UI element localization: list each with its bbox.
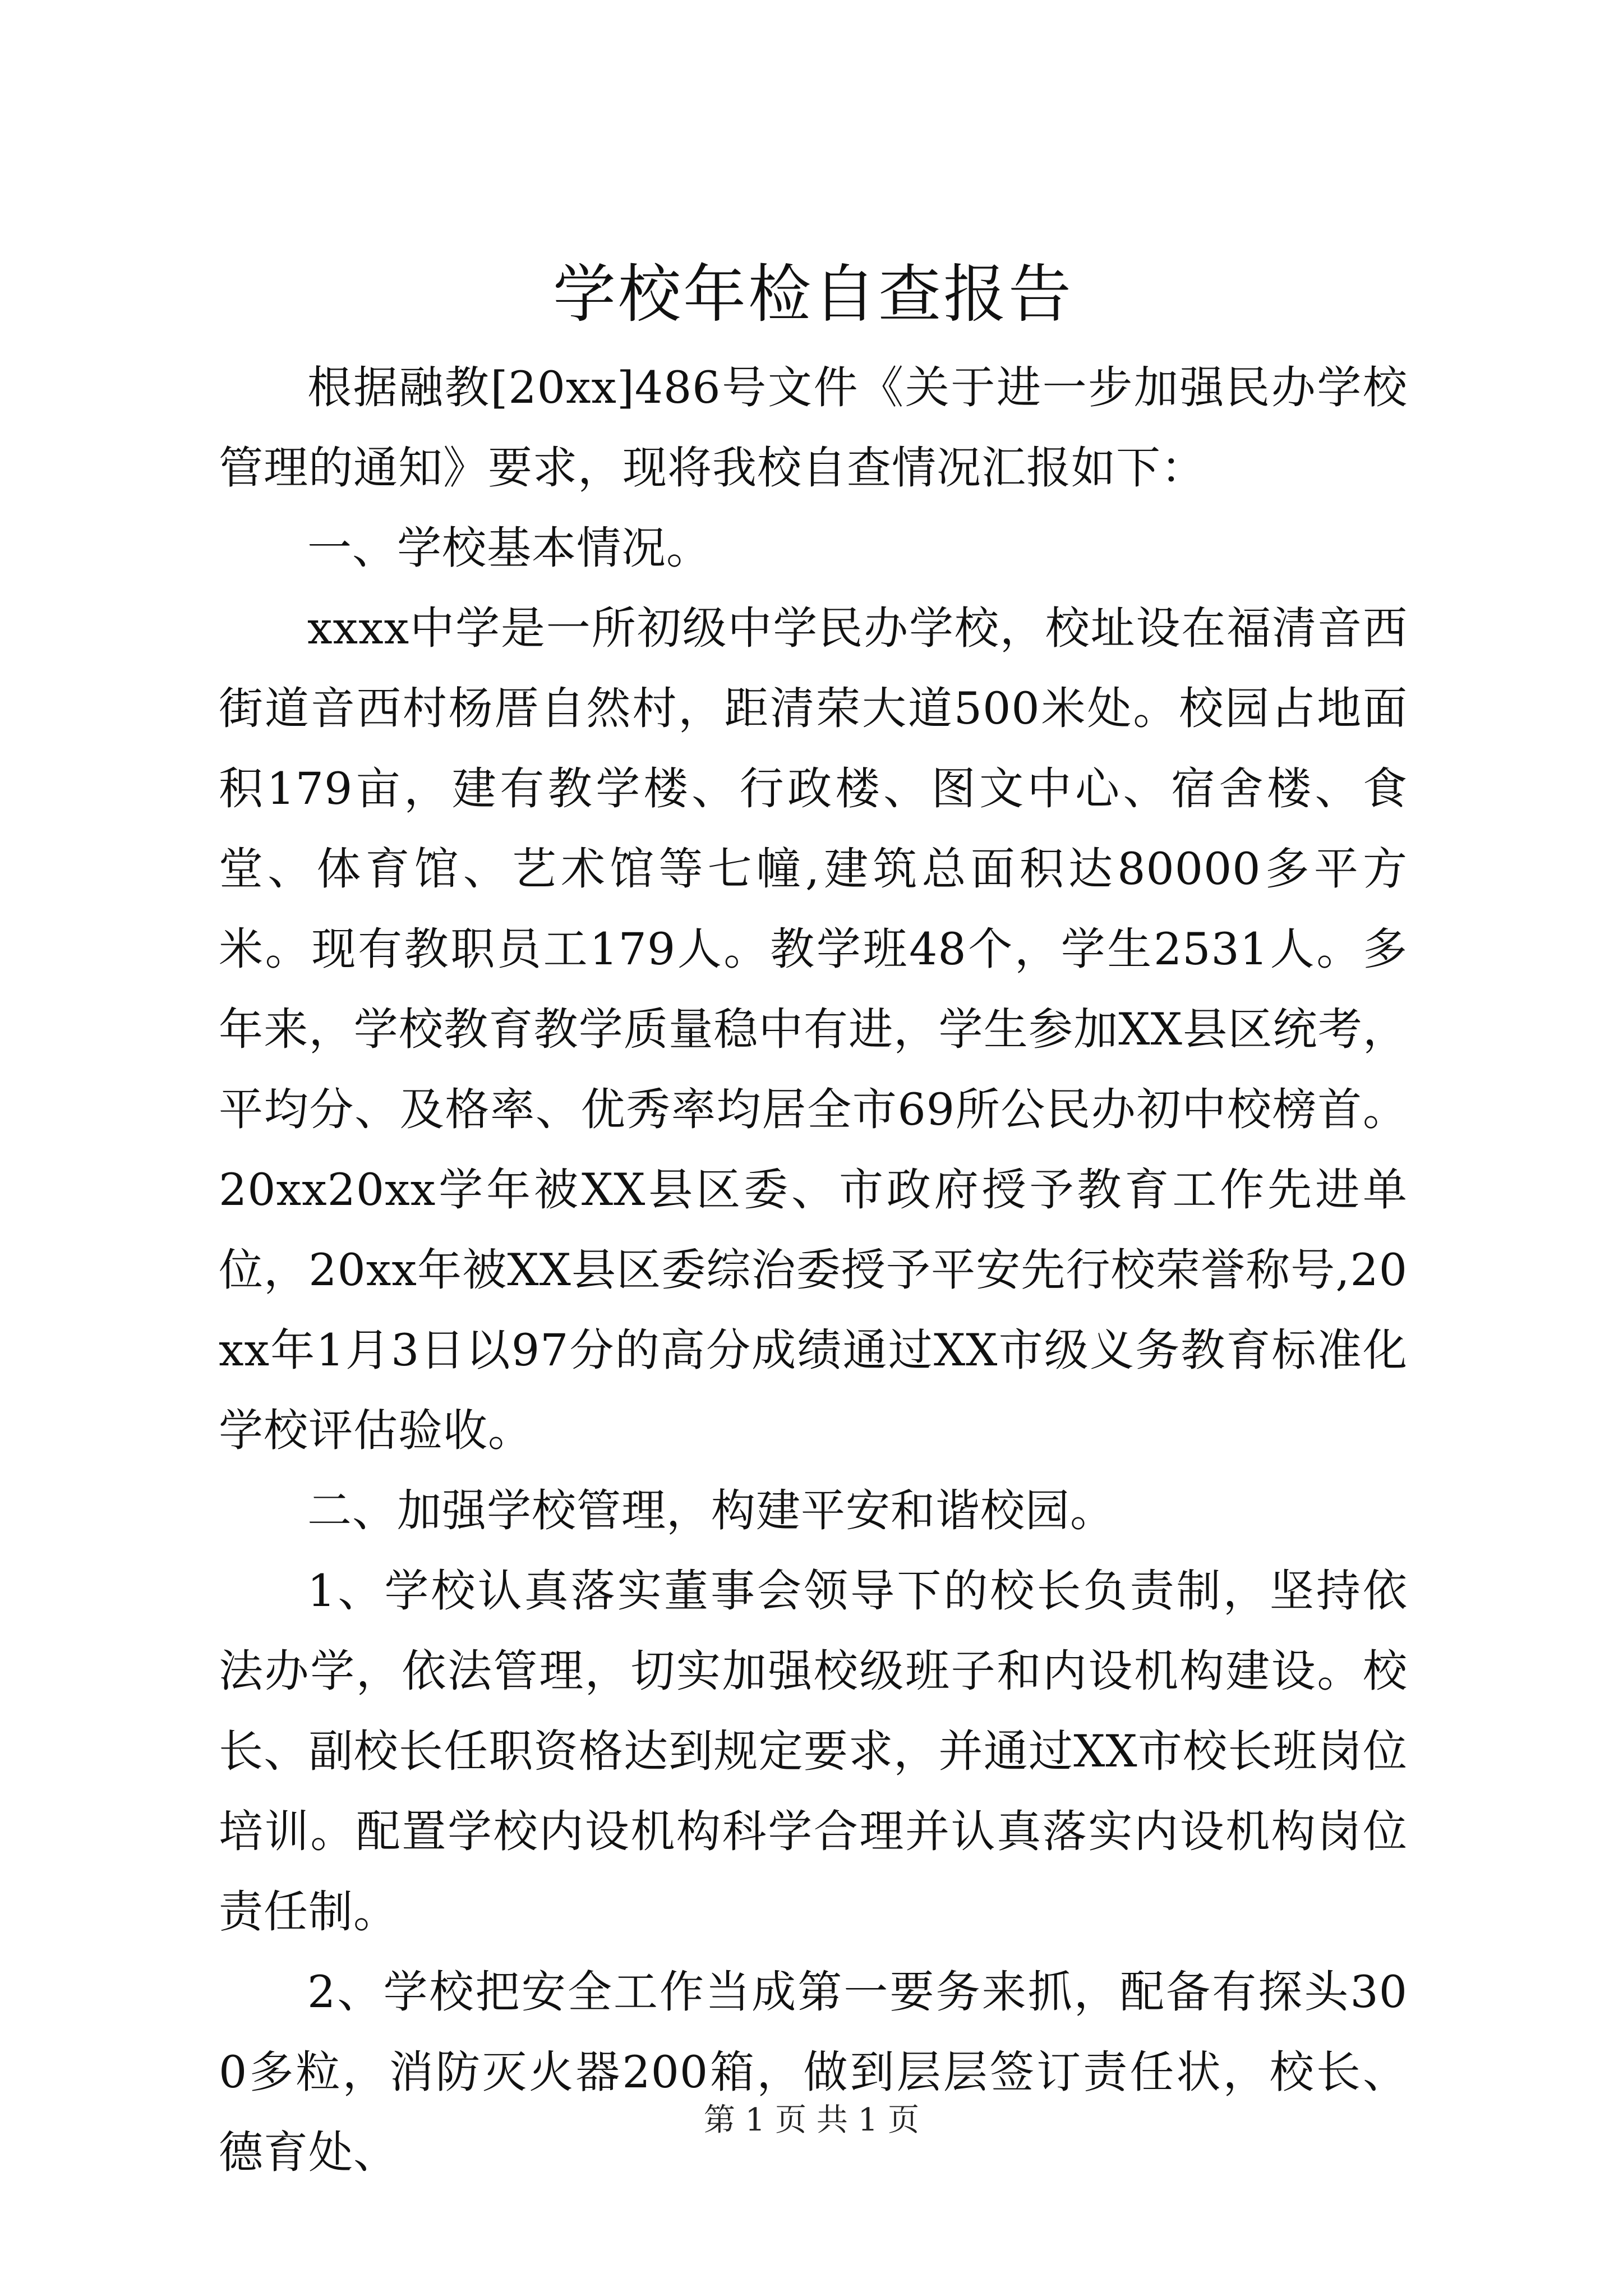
paragraph-intro: 根据融教[20xx]486号文件《关于进一步加强民办学校管理的通知》要求，现将我校自查情况汇报如下： bbox=[219, 362, 1408, 494]
document-body bbox=[219, 252, 1408, 2193]
page-footer: 第 1 页 共 1 页 bbox=[703, 2102, 920, 2138]
document-title: 学校年检自查报告 bbox=[553, 258, 1073, 331]
section-heading-management: 二、加强学校管理，构建平安和谐校园。 bbox=[307, 1485, 1115, 1536]
paragraph-item-1: 1、学校认真落实董事会领导下的校长负责制，坚持依法办学，依法管理，切实加强校级班子和内设机构建设。校长、副校长任职资格达到规定要求，并通过XX市校长班岗位培训。配置学校内设机构科学合理并认真落实内设机构岗位责任制。 bbox=[219, 1565, 1408, 1938]
section-heading-basic-info: 一、学校基本情况。 bbox=[307, 522, 711, 574]
paragraph-item-2: 2、学校把安全工作当成第一要务来抓，配备有探头300多粒，消防灭火器200箱，做到层层签订责任状，校长、德育处、 bbox=[219, 1966, 1408, 2178]
paragraph-school-overview: xxxx中学是一所初级中学民办学校，校址设在福清音西街道音西村杨厝自然村，距清荣大道500米处。校园占地面积179亩，建有教学楼、行政楼、图文中心、宿舍楼、食堂、体育馆、艺术馆等七幢,建筑总面积达80000多平方米。现有教职员工179人。教学班48个，学生2531人。多年来，学校教育教学质量稳中有进，学生参加XX县区统考，平均分、及格率、优秀率均居全市69所公民办初中校榜首。20xx20xx学年被XX县区委、市政府授予教育工作先进单位，20xx年被XX县区委综治委授予平安先行校荣誉称号,20xx年1月3日以97分的高分成绩通过XX市级义务教育标准化学校评估验收。 bbox=[219, 602, 1408, 1456]
